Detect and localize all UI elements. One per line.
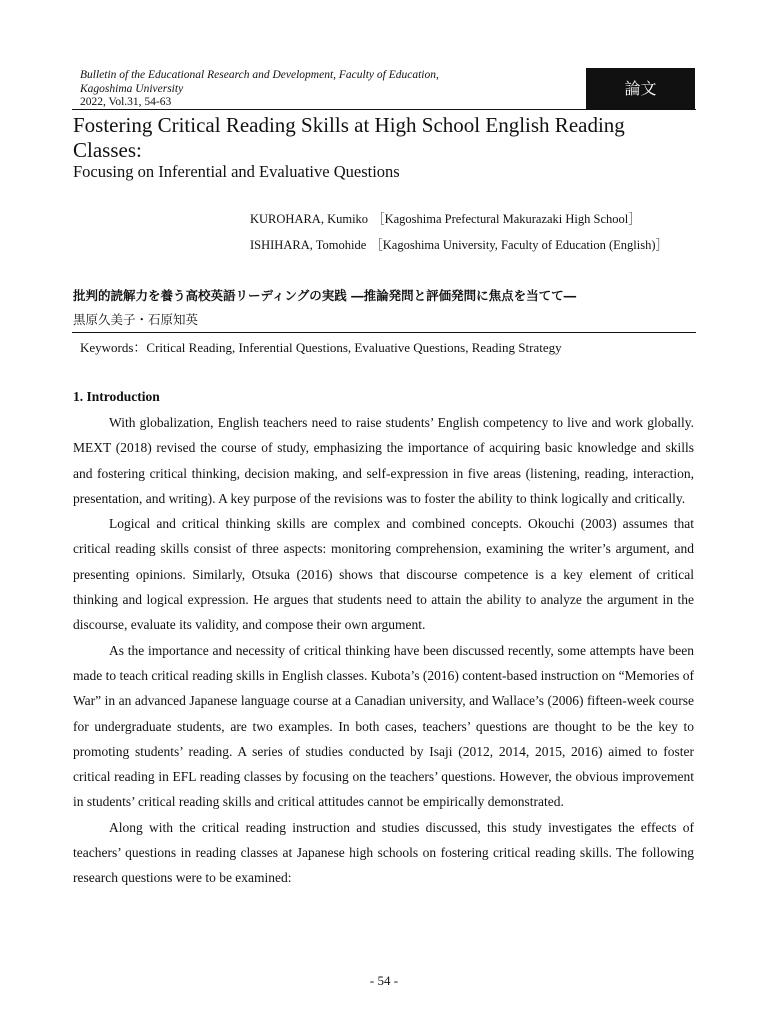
keywords: Keywords：Critical Reading, Inferential Questions, Evaluative Questions, Reading Strategy bbox=[80, 340, 562, 355]
author-name: ISHIHARA, Tomohide bbox=[250, 238, 367, 252]
header-rule bbox=[72, 109, 696, 110]
paper-subtitle: Focusing on Inferential and Evaluative Questions bbox=[73, 162, 400, 181]
article-type-badge: 論文 bbox=[586, 68, 695, 110]
author-name: KUROHARA, Kumiko bbox=[250, 212, 369, 226]
body-text bbox=[73, 410, 694, 891]
journal-name-line1: Bulletin of the Educational Research and Development, Faculty of Education, bbox=[80, 69, 439, 81]
author-line bbox=[250, 237, 668, 253]
japanese-title: 批判的読解力を養う高校英語リーディングの実践 ―推論発問と評価発問に焦点を当てて― bbox=[73, 288, 577, 303]
section-heading: 1. Introduction bbox=[73, 389, 160, 404]
author-affiliation: ［Kagoshima University, Faculty of Education (English)］ bbox=[370, 238, 669, 252]
journal-volume: 2022, Vol.31, 54-63 bbox=[80, 96, 172, 108]
author-line bbox=[250, 211, 641, 227]
keywords-rule bbox=[72, 332, 696, 333]
japanese-authors: 黒原久美子・石原知英 bbox=[73, 312, 199, 327]
paragraph: Along with the critical reading instruction and studies discussed, this study investigates the effects of teachers’ questions in reading classes at Japanese high schools on fostering critical reading skills. The following research questions were to be examined: bbox=[73, 819, 694, 886]
journal-info bbox=[80, 69, 580, 96]
journal-name-line2: Kagoshima University bbox=[80, 82, 184, 95]
page-number: - 54 - bbox=[369, 973, 399, 988]
author-affiliation: ［Kagoshima Prefectural Makurazaki High School］ bbox=[372, 212, 641, 226]
paragraph: As the importance and necessity of critical thinking have been discussed recently, some attempts have been made to teach critical reading skills in English classes. Kubota’s (2016) content-based instruction on “Memories of War” in an advanced Japanese language course at a Canadian university, and Wallace’s (2006) fifteen-week course for undergraduate students, are two examples. In both cases, teachers’ questions are thought to be the key to promoting students’ reading. A series of studies conducted by Isaji (2012, 2014, 2015, 2016) aimed to foster critical reading in EFL reading classes by focusing on the teachers’ questions. However, the obvious improvement in students’ critical reading skills and critical attitudes cannot be empirically demonstrated. bbox=[73, 642, 694, 810]
paper-title: Fostering Critical Reading Skills at High School English Reading Classes: bbox=[73, 113, 625, 162]
paragraph: Logical and critical thinking skills are complex and combined concepts. Okouchi (2003) assumes that critical reading skills consist of three aspects: monitoring comprehension, examining the writer’s argument, and presenting opinions. Similarly, Otsuka (2016) shows that discourse competence is a key element of critical thinking and logical expression. He argues that students need to attain the ability to analyze the argument in the discourse, evaluate its validity, and compose their own argument. bbox=[73, 516, 694, 633]
paragraph: With globalization, English teachers need to raise students’ English competency to live and work globally. MEXT (2018) revised the course of study, emphasizing the importance of acquiring basic knowledge and skills and fostering critical thinking, decision making, and self-expression in five areas (listening, reading, interaction, presentation, and writing). A key purpose of the revisions was to foster the ability to think logically and critically. bbox=[73, 415, 694, 506]
